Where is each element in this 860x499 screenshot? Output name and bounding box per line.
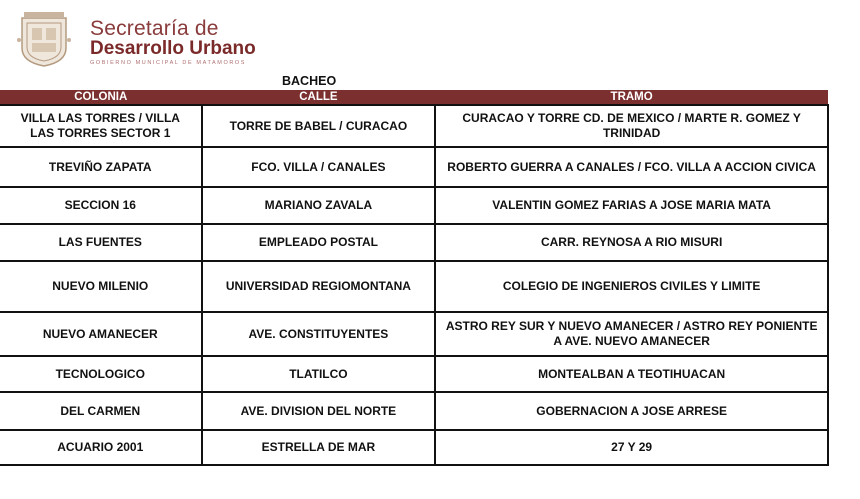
table-row <box>0 392 828 430</box>
table-row <box>0 105 828 147</box>
table-row <box>0 261 828 312</box>
cell-tramo: 27 Y 29 <box>435 430 828 465</box>
cell-tramo: GOBERNACION A JOSE ARRESE <box>435 392 828 430</box>
org-name-line2: Desarrollo Urbano <box>90 38 256 59</box>
table-row <box>0 147 828 187</box>
org-brand <box>90 18 256 66</box>
cell-tramo: ASTRO REY SUR Y NUEVO AMANECER / ASTRO REY PONIENTE A AVE. NUEVO AMANECER <box>435 312 828 356</box>
cell-calle: TLATILCO <box>202 356 436 392</box>
cell-colonia: NUEVO AMANECER <box>0 312 202 356</box>
cell-colonia: NUEVO MILENIO <box>0 261 202 312</box>
table-row <box>0 187 828 224</box>
cell-colonia: TECNOLOGICO <box>0 356 202 392</box>
cell-tramo: COLEGIO DE INGENIEROS CIVILES Y LIMITE <box>435 261 828 312</box>
cell-calle: ESTRELLA DE MAR <box>202 430 436 465</box>
table-row <box>0 430 828 465</box>
column-header-tramo: TRAMO <box>435 90 828 105</box>
municipal-seal-icon <box>16 10 72 68</box>
cell-calle: FCO. VILLA / CANALES <box>202 147 436 187</box>
table-row <box>0 224 828 261</box>
cell-calle: EMPLEADO POSTAL <box>202 224 436 261</box>
column-header-calle: CALLE <box>202 90 436 105</box>
cell-colonia: SECCION 16 <box>0 187 202 224</box>
page-header <box>14 8 414 70</box>
cell-tramo: CARR. REYNOSA A RIO MISURI <box>435 224 828 261</box>
table-row <box>0 312 828 356</box>
cell-calle: UNIVERSIDAD REGIOMONTANA <box>202 261 436 312</box>
cell-calle: MARIANO ZAVALA <box>202 187 436 224</box>
cell-calle: TORRE DE BABEL / CURACAO <box>202 105 436 147</box>
cell-colonia: ACUARIO 2001 <box>0 430 202 465</box>
cell-tramo: MONTEALBAN A TEOTIHUACAN <box>435 356 828 392</box>
bacheo-table <box>0 90 829 466</box>
table-header-row <box>0 90 828 105</box>
cell-tramo: CURACAO Y TORRE CD. DE MEXICO / MARTE R. GOMEZ Y TRINIDAD <box>435 105 828 147</box>
cell-colonia: VILLA LAS TORRES / VILLA LAS TORRES SECTOR 1 <box>0 105 202 147</box>
org-name-line1: Secretaría de <box>90 17 219 40</box>
column-header-colonia: COLONIA <box>0 90 202 105</box>
cell-colonia: TREVIÑO ZAPATA <box>0 147 202 187</box>
org-subtitle: GOBIERNO MUNICIPAL DE MATAMOROS <box>90 60 247 66</box>
cell-colonia: DEL CARMEN <box>0 392 202 430</box>
cell-colonia: LAS FUENTES <box>0 224 202 261</box>
cell-calle: AVE. DIVISION DEL NORTE <box>202 392 436 430</box>
cell-calle: AVE. CONSTITUYENTES <box>202 312 436 356</box>
cell-tramo: ROBERTO GUERRA A CANALES / FCO. VILLA A ACCION CIVICA <box>435 147 828 187</box>
cell-tramo: VALENTIN GOMEZ FARIAS A JOSE MARIA MATA <box>435 187 828 224</box>
table-row <box>0 356 828 392</box>
document-title: BACHEO <box>282 74 337 88</box>
